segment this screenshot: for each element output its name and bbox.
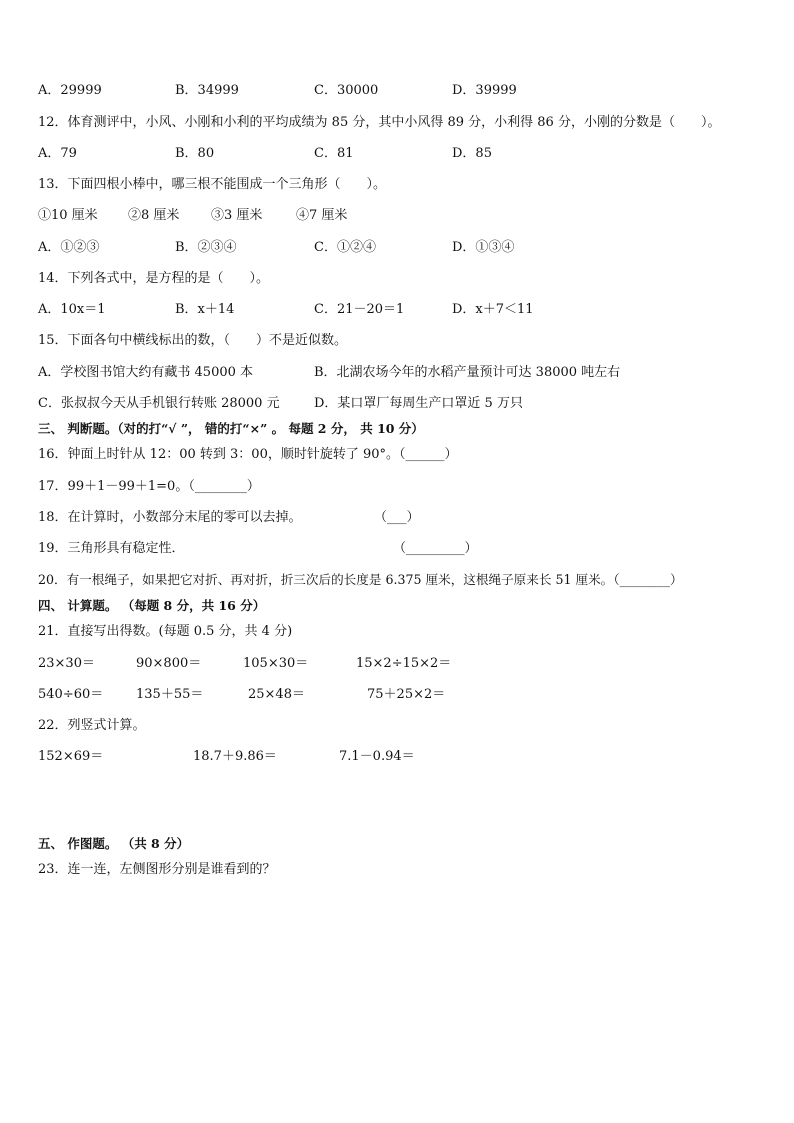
q11-option-c: C．30000 <box>314 83 379 98</box>
q21-stem: 21．直接写出得数。(每题 0.5 分，共 4 分) <box>38 624 293 639</box>
q13-stick-3: ③3 厘米 <box>211 208 263 223</box>
q22-expr: 7.1－0.94＝ <box>339 749 415 764</box>
q15-stem: 15．下面各句中横线标出的数，（ ）不是近似数。 <box>38 333 348 348</box>
q20-text: 20．有一根绳子，如果把它对折、再对折，折三次后的长度是 6.375 厘米，这根绳子原来长 51 厘米。（________） <box>38 572 683 587</box>
q13-option-c: C．①②④ <box>314 240 376 255</box>
q19-line <box>38 541 478 557</box>
q13-stick-1: ①10 厘米 <box>38 208 98 223</box>
q12-option-a: A．79 <box>38 146 77 161</box>
q13-option-d: D．①③④ <box>452 240 515 255</box>
q12-option-d: D．85 <box>452 146 492 161</box>
q21-expr: 90×800＝ <box>136 656 202 671</box>
q13-stem: 13．下面四根小棒中，哪三根不能围成一个三角形（ ）。 <box>38 177 387 192</box>
q14-option-a: A．10x＝1 <box>38 302 106 317</box>
q11-option-a: A．29999 <box>38 83 102 98</box>
q18-text: 18．在计算时，小数部分末尾的零可以去掉。 <box>38 510 302 525</box>
q21-expr: 23×30＝ <box>38 656 95 671</box>
q18-answer-blank: （___） <box>374 510 420 525</box>
q21-expr: 135＋55＝ <box>136 687 204 702</box>
q22-expr: 18.7＋9.86＝ <box>193 749 277 764</box>
q13-option-b: B．②③④ <box>175 240 237 255</box>
q18-line <box>38 510 420 526</box>
section-3-title: 三、 判断题。（对的打“√ ”， 错的打“×” 。 每题 2 分， 共 10 分） <box>38 421 424 436</box>
q17-text: 17．99＋1－99＋1=0。（________） <box>38 479 260 494</box>
q14-option-b: B．x＋14 <box>175 302 235 317</box>
section-4-title: 四、 计算题。 （每题 8 分，共 16 分） <box>38 598 266 613</box>
q19-text: 19．三角形具有稳定性． <box>38 541 185 556</box>
q12-option-b: B．80 <box>175 146 215 161</box>
q21-expr: 540÷60＝ <box>38 687 104 702</box>
q19-answer-blank: （_________） <box>393 541 478 556</box>
q22-expr: 152×69＝ <box>38 749 104 764</box>
q14-stem: 14．下列各式中，是方程的是（ ）。 <box>38 271 270 286</box>
q11-option-d: D．39999 <box>452 83 517 98</box>
q15-option-c: C．张叔叔今天从手机银行转账 28000 元 <box>38 396 280 411</box>
q12-option-c: C．81 <box>314 146 354 161</box>
q13-option-a: A．①②③ <box>38 240 100 255</box>
q16-text: 16．钟面上时针从 12：00 转到 3：00，顺时针旋转了 90°。（______） <box>38 447 458 462</box>
section-5-title: 五、 作图题。 （共 8 分） <box>38 836 190 851</box>
q21-expr: 105×30＝ <box>243 656 309 671</box>
q14-option-c: C．21－20＝1 <box>314 302 405 317</box>
q13-stick-2: ②8 厘米 <box>128 208 180 223</box>
q14-option-d: D．x＋7＜11 <box>452 302 534 317</box>
q13-stick-4: ④7 厘米 <box>296 208 348 223</box>
q15-option-d: D．某口罩厂每周生产口罩近 5 万只 <box>314 396 523 411</box>
q22-stem: 22．列竖式计算。 <box>38 718 146 733</box>
q23-stem: 23．连一连，左侧图形分别是谁看到的？ <box>38 862 276 877</box>
q15-option-a: A．学校图书馆大约有藏书 45000 本 <box>38 365 254 380</box>
q15-option-b: B．北湖农场今年的水稻产量预计可达 38000 吨左右 <box>314 365 621 380</box>
q21-expr: 75＋25×2＝ <box>367 687 446 702</box>
q11-option-b: B．34999 <box>175 83 239 98</box>
q21-expr: 15×2÷15×2＝ <box>356 656 452 671</box>
q12-stem: 12．体育测评中，小风、小刚和小利的平均成绩为 85 分，其中小风得 89 分，小利得 86 分，小刚的分数是（ ）。 <box>38 115 721 130</box>
q21-expr: 25×48＝ <box>248 687 305 702</box>
